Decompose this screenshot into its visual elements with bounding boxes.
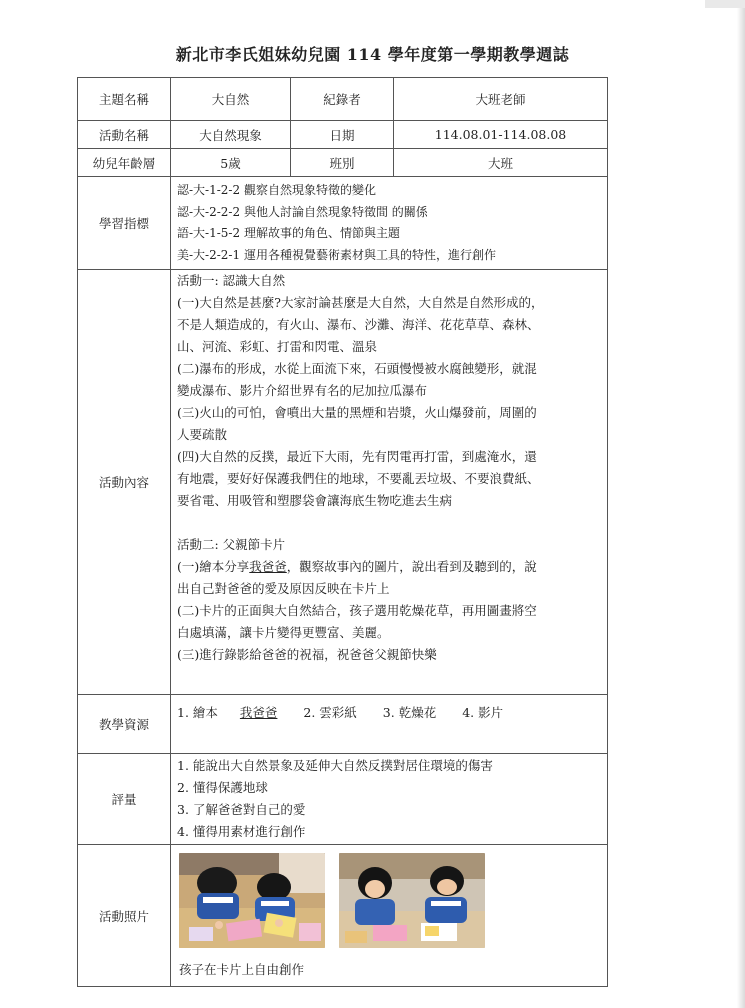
book-title: 我爸爸	[239, 705, 278, 720]
resource-item: 2. 雲彩紙	[303, 705, 357, 720]
date-value: 114.08.01-114.08.08	[394, 121, 608, 149]
content-line: (三)進行錄影給爸爸的祝福，祝爸爸父親節快樂	[177, 647, 437, 662]
content-label: 活動內容	[78, 270, 171, 695]
activity1-title: 活動一: 認識大自然	[177, 273, 286, 288]
recorder-value: 大班老師	[394, 78, 608, 121]
evaluation-item: 3. 了解爸爸對自己的愛	[177, 802, 306, 817]
content-line: 人要疏散	[177, 427, 228, 442]
content-line: 要省電、用吸管和塑膠袋會讓海底生物吃進去生病	[177, 493, 453, 508]
age-label: 幼兒年齡層	[78, 149, 171, 177]
activity-value: 大自然現象	[171, 121, 291, 149]
content-line: 有地震，要好好保護我們住的地球，不要亂丟垃圾、不要浪費紙、	[177, 471, 540, 486]
content-line: 變成瀑布、影片介紹世界有名的尼加拉瓜瀑布	[177, 383, 428, 398]
resource-item: 3. 乾燥花	[382, 705, 437, 720]
row-evaluation	[78, 754, 608, 845]
resources-list	[171, 695, 608, 754]
activity-label: 活動名稱	[78, 121, 171, 149]
activity2-title: 活動二: 父親節卡片	[177, 537, 286, 552]
content-text: ，觀察故事內的圖片，說出看到及聽到的，說	[286, 559, 537, 574]
content-line: (二)瀑布的形成，水從上面流下來，石頭慢慢被水腐蝕變形，就混	[177, 361, 537, 376]
book-title: 我爸爸	[249, 559, 287, 574]
page-edge-shadow	[737, 0, 745, 1008]
theme-value: 大自然	[171, 78, 291, 121]
row-indicators	[78, 177, 608, 270]
evaluation-item: 1. 能說出大自然景象及延伸大自然反撲對居住環境的傷害	[177, 758, 493, 773]
evaluation-item: 4. 懂得用素材進行創作	[177, 824, 306, 839]
row-content	[78, 270, 608, 695]
age-value: 5歲	[171, 149, 291, 177]
content-text: (一)繪本分享	[177, 559, 250, 574]
content-line: (三)火山的可怕，會噴出大量的黑煙和岩漿，火山爆發前，周圍的	[177, 405, 537, 420]
content-line: (四)大自然的反撲，最近下大雨，先有閃電再打雷，到處淹水，還	[177, 449, 537, 464]
page-title: 新北市李氏姐妹幼兒園 114 學年度第一學期教學週誌	[175, 45, 570, 64]
photo-caption: 孩子在卡片上自由創作	[179, 962, 305, 977]
evaluation-list	[171, 754, 608, 845]
evaluation-label: 評量	[78, 754, 171, 845]
row-resources	[78, 695, 608, 754]
class-value: 大班	[394, 149, 608, 177]
indicator-item: 認-大-1-2-2 觀察自然現象特徵的變化	[177, 183, 376, 197]
resource-item: 1. 繪本 我爸爸	[177, 705, 278, 720]
activity-photo-2	[339, 853, 485, 948]
indicators-list	[171, 177, 608, 270]
content-line: (二)卡片的正面與大自然結合，孩子選用乾燥花草，再用圖畫將空	[177, 603, 537, 618]
indicator-item: 語-大-1-5-2 理解故事的角色、情節與主題	[177, 226, 400, 240]
row-photos	[78, 845, 608, 987]
row-theme	[78, 78, 608, 121]
row-activity	[78, 121, 608, 149]
photos-label: 活動照片	[78, 845, 171, 987]
indicator-item: 認-大-2-2-2 與他人討論自然現象特徵間 的關係	[177, 204, 428, 219]
content-spacer	[177, 512, 601, 534]
theme-label: 主題名稱	[78, 78, 171, 121]
recorder-label: 紀錄者	[291, 78, 394, 121]
content-line: 出自己對爸爸的愛及原因反映在卡片上	[177, 581, 390, 596]
row-age	[78, 149, 608, 177]
journal-table	[77, 77, 608, 987]
content-line: 山、河流、彩虹、打雷和閃電、溫泉	[177, 339, 378, 354]
content-line: 白處填滿，讓卡片變得更豐富、美麗。	[177, 625, 390, 640]
class-label: 班別	[291, 149, 394, 177]
activity-photo-1	[179, 853, 325, 948]
indicators-label: 學習指標	[78, 177, 171, 270]
content-line: 不是人類造成的，有火山、瀑布、沙灘、海洋、花花草草、森林、	[177, 317, 540, 332]
content-line: (一)大自然是甚麼?大家討論甚麼是大自然，大自然是自然形成的，	[177, 295, 544, 310]
evaluation-item: 2. 懂得保護地球	[177, 780, 268, 795]
indicator-item: 美-大-2-2-1 運用各種視覺藝術素材與工具的特性，進行創作	[177, 247, 496, 262]
photos-cell	[171, 845, 608, 987]
resource-item: 4. 影片	[462, 705, 504, 720]
content-body	[171, 270, 608, 695]
resources-label: 教學資源	[78, 695, 171, 754]
page-edge-top	[705, 0, 745, 8]
content-line	[177, 556, 601, 578]
date-label: 日期	[291, 121, 394, 149]
